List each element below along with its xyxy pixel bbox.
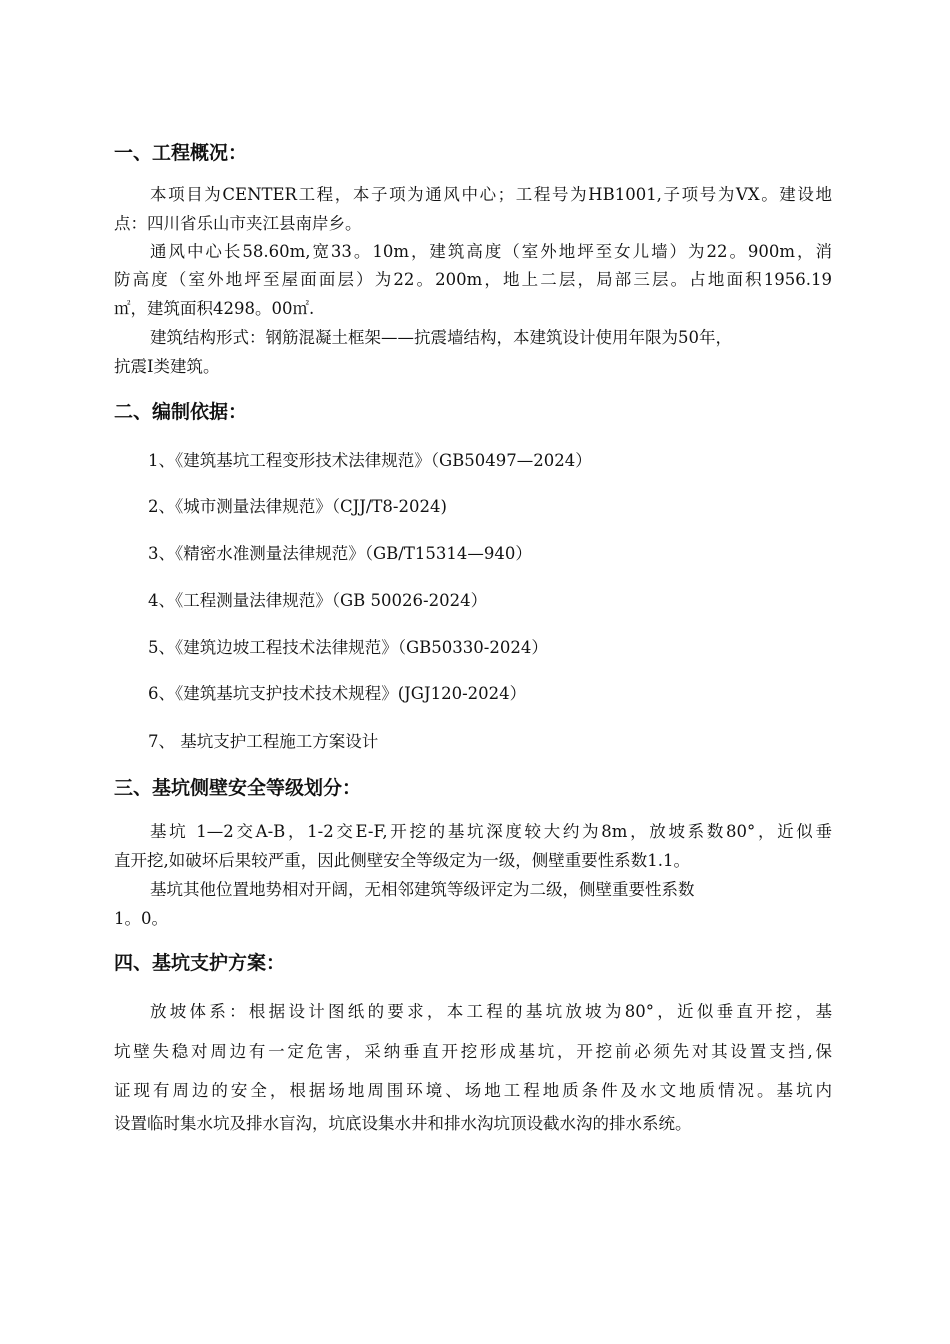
reference-item: 2、《城市测量法律规范》（CJJ/T8-2024) [148, 497, 447, 516]
reference-item: 3、《精密水准测量法律规范》（GB/T15314—940） [148, 544, 532, 563]
paragraph-line: 基坑其他位置地势相对开阔，无相邻建筑等级评定为二级，侧壁重要性系数 [150, 880, 695, 899]
paragraph-line: 设置临时集水坑及排水盲沟，坑底设集水井和排水沟坑顶设截水沟的排水系统。 [114, 1114, 692, 1133]
section-heading-overview: 一、工程概况： [114, 142, 248, 164]
paragraph-line: 基坑 1—2交A-B，1-2交E-F,开挖的基坑深度较大约为8m，放坡系数80°，近似垂 [150, 822, 832, 841]
paragraph-line: 防高度（室外地坪至屋面面层）为22。200m，地上二层，局部三层。占地面积1956.19 [114, 270, 832, 289]
paragraph-line: 放坡体系：根据设计图纸的要求，本工程的基坑放坡为80°，近似垂直开挖，基 [150, 1002, 832, 1021]
section-heading-support-plan: 四、基坑支护方案： [114, 952, 286, 974]
paragraph-line: 1。0。 [114, 909, 168, 928]
reference-item: 1、《建筑基坑工程变形技术法律规范》（GB50497—2024） [148, 451, 592, 470]
paragraph-line: 建筑结构形式：钢筋混凝土框架——抗震墙结构，本建筑设计使用年限为50年， [150, 328, 732, 347]
section-heading-safety-grade: 三、基坑侧壁安全等级划分： [114, 777, 362, 799]
paragraph-line: 本项目为CENTER工程，本子项为通风中心；工程号为HB1001,子项号为VX。建设地 [150, 185, 832, 204]
paragraph-line: 通风中心长58.60m,宽33。10m，建筑高度（室外地坪至女儿墙）为22。900m，消 [150, 242, 832, 261]
reference-item: 7、 基坑支护工程施工方案设计 [148, 732, 379, 751]
paragraph-line: ㎡，建筑面积4298。00㎡. [114, 299, 315, 318]
section-heading-basis: 二、编制依据： [114, 401, 248, 423]
paragraph-line: 坑壁失稳对周边有一定危害，采纳垂直开挖形成基坑，开挖前必须先对其设置支挡,保 [114, 1042, 832, 1061]
paragraph-line: 证现有周边的安全，根据场地周围环境、场地工程地质条件及水文地质情况。基坑内 [114, 1081, 832, 1100]
paragraph-line: 抗震Ⅰ类建筑。 [114, 357, 220, 376]
paragraph-line: 直开挖,如破坏后果较严重，因此侧壁安全等级定为一级，侧壁重要性系数1.1。 [114, 851, 690, 870]
reference-item: 6、《建筑基坑支护技术技术规程》(JGJ120-2024） [148, 684, 527, 703]
reference-item: 4、《工程测量法律规范》（GB 50026-2024） [148, 591, 488, 610]
reference-item: 5、《建筑边坡工程技术法律规范》（GB50330-2024） [148, 638, 548, 657]
paragraph-line: 点：四川省乐山市夹江县南岸乡。 [114, 214, 362, 233]
